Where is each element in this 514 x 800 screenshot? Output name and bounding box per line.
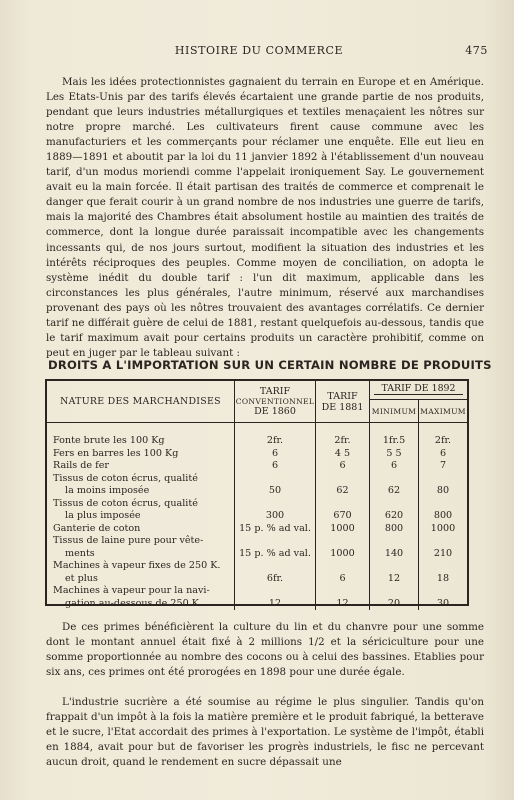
- cell-tarif-conventionnel-value: 6: [271, 460, 279, 471]
- cell-tarif-conventionnel-value: 15 p. % ad val.: [239, 522, 311, 534]
- table-title: DROITS A L'IMPORTATION SUR UN CERTAIN NOMBRE DE PRODUITS: [48, 358, 492, 372]
- cell-nature: [47, 448, 235, 461]
- cell-maximum: [419, 448, 468, 461]
- cell-nature-line: Ganterie de coton: [53, 522, 141, 534]
- cell-tarif-1881: [316, 498, 370, 523]
- table-row: [47, 585, 467, 610]
- cell-tarif-1881: [316, 473, 370, 498]
- cell-maximum-value: 80: [436, 485, 450, 496]
- page-number: 475: [465, 44, 488, 57]
- cell-minimum: [370, 448, 419, 461]
- cell-tarif-1881-value: 6: [339, 460, 346, 471]
- cell-tarif-1881: [316, 523, 370, 536]
- table-row: [47, 560, 467, 585]
- cell-nature: [47, 498, 235, 523]
- table-spacer-row: [47, 423, 467, 436]
- cell-minimum: [370, 473, 419, 498]
- table-body: [47, 423, 467, 611]
- cell-tarif-conventionnel: [235, 460, 316, 473]
- cell-nature: [47, 435, 235, 448]
- cell-nature-line: Fers en barres les 100 Kg: [53, 447, 179, 459]
- cell-maximum-value: 7: [439, 460, 447, 471]
- cell-tarif-1881-value: 12: [336, 597, 349, 609]
- cell-tarif-1881-value: 4 5: [334, 447, 351, 459]
- cell-maximum-value: 800: [433, 510, 453, 521]
- cell-tarif-1881: [316, 460, 370, 473]
- cell-tarif-conventionnel: [235, 560, 316, 585]
- cell-maximum-value: 6: [439, 447, 447, 459]
- header-brace: [374, 394, 463, 398]
- cell-tarif-conventionnel: [235, 535, 316, 560]
- cell-tarif-conventionnel-value: 300: [265, 510, 285, 521]
- cell-tarif-conventionnel: [235, 435, 316, 448]
- cell-nature: [47, 460, 235, 473]
- cell-maximum: [419, 523, 468, 536]
- cell-maximum-value: 30: [436, 597, 450, 609]
- cell-tarif-1881-value: 62: [336, 485, 349, 496]
- cell-nature-line: Machines à vapeur fixes de 250 K.: [53, 560, 221, 571]
- header-t81-line2: DE 1881: [321, 401, 364, 413]
- cell-maximum: [419, 535, 468, 560]
- cell-minimum-value: 12: [387, 572, 401, 584]
- cell-nature-line: Rails de fer: [53, 460, 109, 471]
- header-tc-line2: CONVENTIONNEL: [235, 397, 315, 406]
- header-maximum: MAXIMUM: [419, 400, 468, 423]
- cell-tarif-conventionnel-value: 6: [271, 447, 279, 459]
- cell-nature-line: Tissus de coton écrus, qualité: [53, 497, 198, 509]
- cell-nature-line: Tissus de laine pure pour vête-: [53, 535, 204, 546]
- cell-tarif-conventionnel-value: 12: [268, 597, 282, 609]
- cell-tarif-conventionnel-value: 2fr.: [266, 435, 284, 446]
- cell-minimum: [370, 535, 419, 560]
- cell-tarif-conventionnel-value: 6fr.: [266, 572, 284, 584]
- cell-nature-line: Machines à vapeur pour la navi-: [53, 585, 210, 596]
- header-tarif-1881: [316, 381, 370, 423]
- paragraph-primes: De ces primes bénéficièrent la culture du lin et du chanvre pour une somme dont le montant annuel était fixé à 2 millions 1/2 et la sériciculture pour une somme proportionnée au nombre des cocons ou à celui des bassines. Etablies pour six ans, ces primes ont été prorogées en 1898 pour une durée égale.: [46, 621, 484, 679]
- cell-nature: [47, 473, 235, 498]
- cell-nature-line: la plus imposée: [65, 510, 141, 521]
- cell-nature-line: gation au-dessous de 250 K.: [65, 597, 202, 609]
- page-header: [30, 44, 488, 60]
- cell-tarif-1881-value: 670: [333, 510, 352, 521]
- cell-minimum: [370, 460, 419, 473]
- header-nature: NATURE DES MARCHANDISES: [47, 381, 235, 423]
- cell-maximum-value: 210: [433, 547, 453, 559]
- cell-maximum: [419, 560, 468, 585]
- cell-nature-line: ments: [65, 547, 95, 559]
- cell-maximum: [419, 460, 468, 473]
- cell-minimum-value: 20: [387, 597, 401, 609]
- cell-nature-line: la moins imposée: [65, 485, 150, 496]
- cell-minimum: [370, 523, 419, 536]
- header-tc-line3: DE 1860: [254, 406, 296, 417]
- table-row: [47, 498, 467, 523]
- cell-maximum-value: 18: [436, 572, 450, 584]
- cell-nature-line: et plus: [65, 572, 98, 584]
- paragraph-intro: Mais les idées protectionnistes gagnaient du terrain en Europe et en Amérique. Les Etats-Unis par des tarifs élevés écartaient une grande partie de nos produits, pendant que leurs industries métallurgiques et textiles menaçaient les nôtres sur notre propre marché. Les cultivateurs firent cause commune avec les manufacturiers et les commerçants pour réclamer une enquête. Elle eut lieu en 1889—1891 et aboutit par la loi du 11 janvier 1892 à l'établissement d'un nouveau tarif, d'un modus moriendi comme l'appelait ironiquement Say. Le gouvernement avait eu la main forcée. Il était partisan des traités de commerce et comprenait le danger que ferait courir à un grand nombre de nos industries une guerre de tarifs, mais la majorité des Chambres était absolument hostile au maintien des traités de commerce, dont la longue durée paraissait incompatible avec les changements incessants qui, de nos jours surtout, modifient la situation des industries et les intérêts réciproques des peuples. Comme moyen de conciliation, on adopta le système inédit du double tarif : l'un dit maximum, applicable dans les circonstances les plus générales, l'autre minimum, réservé aux marchandises provenant des pays où les nôtres trouvaient des avantages corrélatifs. Ce dernier tarif ne différait guère de celui de 1881, restant quelquefois au-dessous, tandis que le tarif maximum avait pour certains produits un caractère prohibitif, comme on peut en juger par le tableau suivant :: [46, 76, 484, 359]
- cell-nature-line: Fonte brute les 100 Kg: [53, 435, 165, 446]
- table-row: [47, 473, 467, 498]
- header-1892-label: TARIF DE 1892: [381, 382, 456, 394]
- cell-minimum-value: 5 5: [386, 447, 402, 459]
- paragraph-sucre: L'industrie sucrière a été soumise au régime le plus singulier. Tandis qu'on frappait d'un impôt à la fois la matière première et le produit fabriqué, la betterave et le sucre, l'Etat accordait des primes à l'exportation. Le système de l'impôt, établi en 1884, avait pour but de favoriser les progrès industriels, le fisc ne percevant aucun droit, quand le rendement en sucre dépassait une: [46, 696, 484, 769]
- header-t81-line1: TARIF: [327, 390, 358, 402]
- cell-minimum-value: 800: [384, 522, 404, 534]
- cell-nature: [47, 560, 235, 585]
- table-row: [47, 448, 467, 461]
- cell-tarif-1881: [316, 535, 370, 560]
- cell-nature-line: Tissus de coton écrus, qualité: [53, 472, 198, 484]
- cell-tarif-1881-value: 1000: [330, 547, 355, 559]
- cell-tarif-conventionnel-value: 50: [268, 485, 282, 496]
- cell-tarif-conventionnel: [235, 523, 316, 536]
- cell-minimum: [370, 498, 419, 523]
- cell-minimum-value: 6: [390, 460, 398, 471]
- cell-tarif-conventionnel-value: 15 p. % ad val.: [239, 547, 311, 559]
- cell-minimum: [370, 435, 419, 448]
- cell-minimum-value: 1fr.5: [382, 435, 406, 446]
- cell-tarif-conventionnel: [235, 498, 316, 523]
- cell-tarif-1881: [316, 585, 370, 610]
- cell-maximum: [419, 435, 468, 448]
- running-title: HISTOIRE DU COMMERCE: [174, 44, 344, 57]
- cell-minimum: [370, 585, 419, 610]
- cell-maximum-value: 1000: [430, 522, 456, 534]
- tariff-table: [45, 379, 469, 609]
- cell-tarif-1881-value: 2fr.: [334, 435, 351, 446]
- table-row: [47, 435, 467, 448]
- table-row: [47, 460, 467, 473]
- header-minimum: MINIMUM: [370, 400, 419, 423]
- header-tarif-1892: [370, 381, 468, 400]
- cell-maximum-value: 2fr.: [434, 435, 452, 446]
- cell-minimum-value: 62: [387, 485, 401, 496]
- cell-tarif-conventionnel: [235, 473, 316, 498]
- tariff-table-grid: [47, 381, 467, 610]
- cell-tarif-1881: [316, 448, 370, 461]
- cell-tarif-1881: [316, 435, 370, 448]
- cell-minimum-value: 620: [384, 510, 404, 521]
- cell-nature: [47, 585, 235, 610]
- cell-maximum: [419, 473, 468, 498]
- table-row: [47, 535, 467, 560]
- cell-tarif-1881-value: 6: [339, 572, 346, 584]
- cell-minimum-value: 140: [384, 547, 404, 559]
- cell-minimum: [370, 560, 419, 585]
- cell-tarif-conventionnel: [235, 585, 316, 610]
- header-tc-line1: TARIF: [259, 386, 291, 397]
- cell-maximum: [419, 498, 468, 523]
- header-tarif-conventionnel: [235, 381, 316, 423]
- cell-tarif-1881-value: 1000: [330, 522, 355, 534]
- cell-maximum: [419, 585, 468, 610]
- cell-tarif-conventionnel: [235, 448, 316, 461]
- cell-tarif-1881: [316, 560, 370, 585]
- cell-nature: [47, 523, 235, 536]
- table-row: [47, 523, 467, 536]
- cell-nature: [47, 535, 235, 560]
